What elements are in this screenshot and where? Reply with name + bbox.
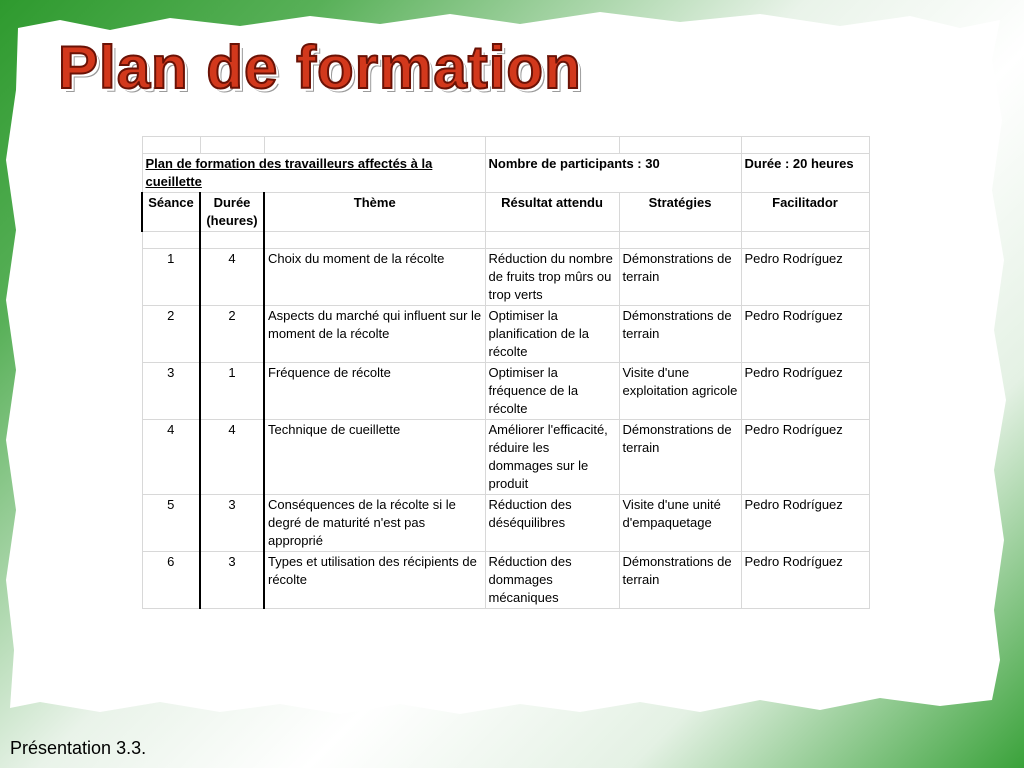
cell-duree: 4 [200, 420, 264, 495]
cell-theme: Aspects du marché qui influent sur le moment de la récolte [264, 306, 485, 363]
cell-duree: 3 [200, 495, 264, 552]
cell-resultat: Réduction des dommages mécaniques [485, 552, 619, 609]
cell-facilitador: Pedro Rodríguez [741, 420, 869, 495]
cell-resultat: Réduction du nombre de fruits trop mûrs ou trop verts [485, 249, 619, 306]
total-duration: Durée : 20 heures [741, 154, 869, 193]
cell-strategies: Démonstrations de terrain [619, 552, 741, 609]
cell-seance: 4 [142, 420, 200, 495]
cell-seance: 2 [142, 306, 200, 363]
table-spacer-row [142, 137, 869, 154]
cell-seance: 1 [142, 249, 200, 306]
cell-resultat: Réduction des déséquilibres [485, 495, 619, 552]
cell-theme: Conséquences de la récolte si le degré de maturité n'est pas approprié [264, 495, 485, 552]
header-strategies: Stratégies [619, 193, 741, 232]
cell-theme: Fréquence de récolte [264, 363, 485, 420]
cell-resultat: Optimiser la planification de la récolte [485, 306, 619, 363]
slide-footer: Présentation 3.3. [10, 738, 147, 758]
cell-facilitador: Pedro Rodríguez [741, 552, 869, 609]
cell-theme: Choix du moment de la récolte [264, 249, 485, 306]
cell-duree: 4 [200, 249, 264, 306]
cell-strategies: Démonstrations de terrain [619, 249, 741, 306]
cell-strategies: Démonstrations de terrain [619, 306, 741, 363]
training-plan-table [141, 136, 870, 609]
cell-theme: Types et utilisation des récipients de récolte [264, 552, 485, 609]
table-row [142, 363, 869, 420]
table-header-row [142, 193, 869, 232]
table-row [142, 552, 869, 609]
cell-duree: 3 [200, 552, 264, 609]
cell-strategies: Visite d'une exploitation agricole [619, 363, 741, 420]
cell-facilitador: Pedro Rodríguez [741, 249, 869, 306]
header-duree: Durée (heures) [200, 193, 264, 232]
table-row [142, 420, 869, 495]
cell-resultat: Optimiser la fréquence de la récolte [485, 363, 619, 420]
cell-strategies: Visite d'une unité d'empaquetage [619, 495, 741, 552]
cell-duree: 2 [200, 306, 264, 363]
page-title: Plan de formation [58, 34, 582, 101]
cell-duree: 1 [200, 363, 264, 420]
header-facilitador: Facilitador [741, 193, 869, 232]
cell-facilitador: Pedro Rodríguez [741, 495, 869, 552]
table-row [142, 495, 869, 552]
cell-seance: 3 [142, 363, 200, 420]
participant-count: Nombre de participants : 30 [485, 154, 741, 193]
table-info-row [142, 154, 869, 193]
cell-resultat: Améliorer l'efficacité, réduire les dommages sur le produit [485, 420, 619, 495]
table-blank-row [142, 232, 869, 249]
plan-description: Plan de formation des travailleurs affectés à la cueillette [142, 154, 485, 193]
cell-theme: Technique de cueillette [264, 420, 485, 495]
cell-facilitador: Pedro Rodríguez [741, 363, 869, 420]
cell-strategies: Démonstrations de terrain [619, 420, 741, 495]
cell-seance: 5 [142, 495, 200, 552]
cell-facilitador: Pedro Rodríguez [741, 306, 869, 363]
table-row [142, 249, 869, 306]
header-seance: Séance [142, 193, 200, 232]
table-row [142, 306, 869, 363]
header-resultat: Résultat attendu [485, 193, 619, 232]
header-theme: Thème [264, 193, 485, 232]
cell-seance: 6 [142, 552, 200, 609]
